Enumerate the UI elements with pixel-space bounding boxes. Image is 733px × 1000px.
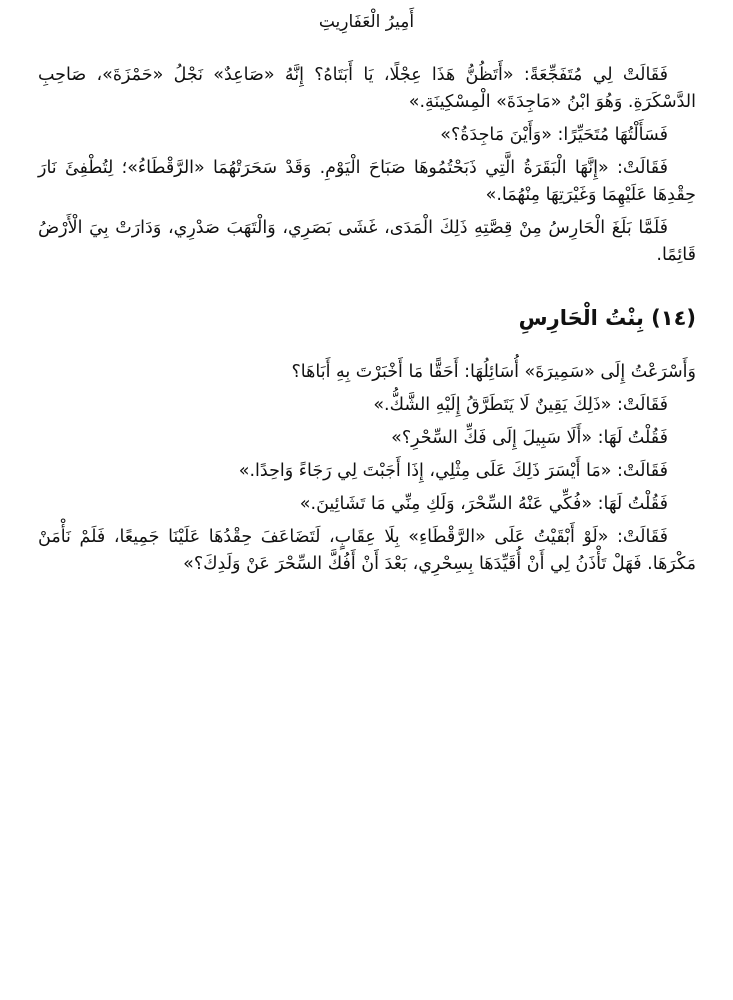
paragraph: فَقَالَتْ: «مَا أَيْسَرَ ذَلِكَ عَلَى مِثْلِي، إِذَا أَجَبْتَ لِي رَجَاءً وَاحِدًا.» — [238, 461, 668, 481]
running-header: أَمِيرُ الْعَفَارِيتِ — [318, 12, 415, 32]
paragraph: فَقَالَتْ: «إِنَّهَا الْبَقَرَةُ الَّتِي ذَبَحْتُمُوهَا صَبَاحَ الْيَوْمِ. وَقَدْ سَحَرَتْهُمَا «الرَّقْطَاءُ»؛ لِتُطْفِئَ نَارَ حِقْدِهَا عَلَيْهِمَا وَغَيْرَتِهَا مِنْهُمَا.» — [38, 158, 696, 205]
paragraph: فَقَالَتْ: «لَوْ أَبْقَيْتُ عَلَى «الرَّقْطَاءِ» بِلَا عِقَابٍ، لَتَضَاعَفَ حِقْدُهَا عَلَيْنَا جَمِيعًا، فَلَمْ نَأْمَنْ مَكْرَهَا. فَهَلْ تَأْذَنُ لِي أَنْ أُقَيِّدَهَا بِسِحْرِي، بَعْدَ أَنْ أَفُكَّ السِّحْرَ عَنْ وَلَدِكَ؟» — [38, 527, 696, 574]
paragraph: وَأَسْرَعْتُ إِلَى «سَمِيرَةَ» أُسَائِلُهَا: أَحَقًّا مَا أَخْبَرْتَ بِهِ أَبَاهَا؟ — [291, 362, 696, 382]
paragraph: فَقُلْتُ لَهَا: «أَلَا سَبِيلَ إِلَى فَكِّ السِّحْرِ؟» — [391, 428, 668, 448]
paragraph: فَقَالَتْ: «ذَلِكَ يَقِينٌ لَا يَتَطَرَّقُ إِلَيْهِ الشَّكُّ.» — [373, 395, 668, 415]
paragraph: فَقُلْتُ لَهَا: «فُكِّي عَنْهُ السِّحْرَ، وَلَكِ مِنِّي مَا تَشَائِينَ.» — [299, 494, 668, 514]
body-text — [38, 62, 696, 584]
paragraph: فَقَالَتْ لِي مُتَفَجِّعَةً: «أَتَظُنُّ هَذَا عِجْلًا، يَا أَبَتَاهُ؟ إِنَّهُ «صَاعِدٌ» نَجْلُ «حَمْزَةَ»، صَاحِبِ الدَّسْكَرَةِ. وَهُوَ ابْنُ «مَاجِدَةَ» الْمِسْكِينَةِ.» — [38, 65, 696, 112]
paragraph: فَلَمَّا بَلَغَ الْحَارِسُ مِنْ قِصَّتِهِ ذَلِكَ الْمَدَى، غَشَى بَصَرِي، وَالْتَهَبَ صَدْرِي، وَدَارَتْ بِيَ الْأَرْضُ قَائِمًا. — [38, 218, 696, 265]
section-title: (١٤) بِنْتُ الْحَارِسِ — [518, 306, 696, 330]
paragraph: فَسَأَلْتُهَا مُتَحَيِّرًا: «وَأَيْنَ مَاجِدَةُ؟» — [440, 125, 668, 145]
